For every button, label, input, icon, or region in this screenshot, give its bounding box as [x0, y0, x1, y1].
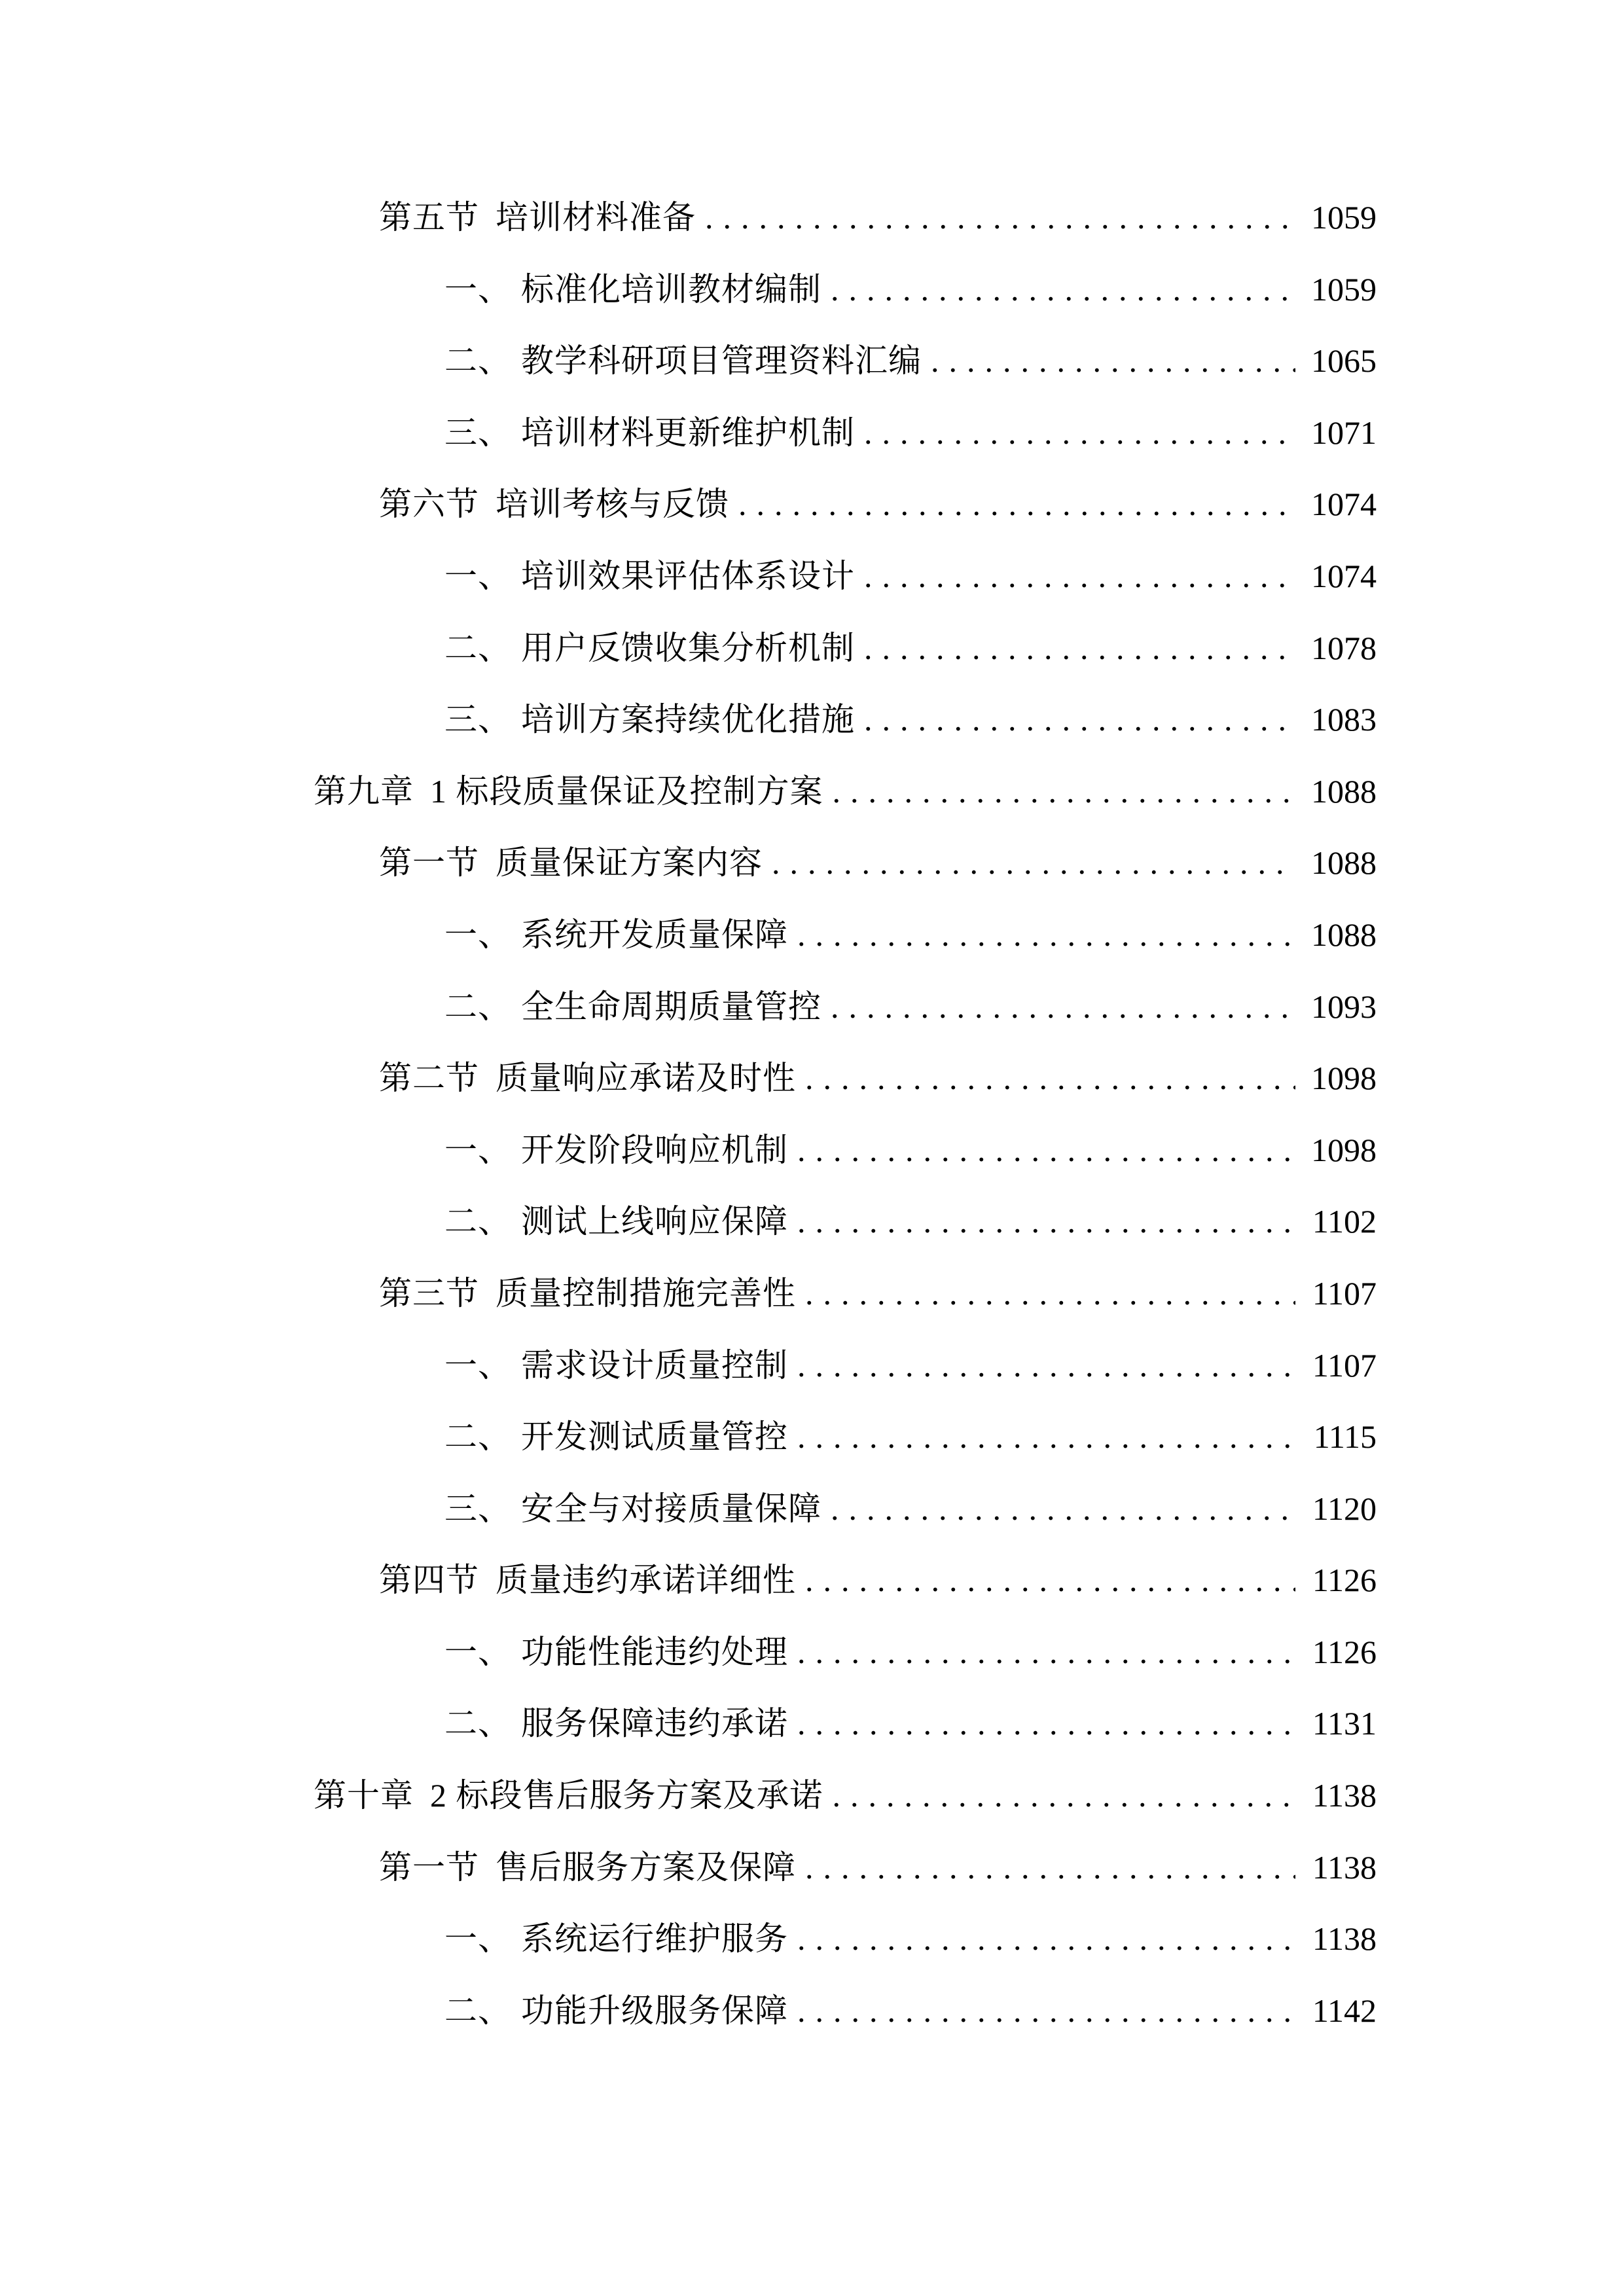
dot-leader-icon	[805, 1258, 1295, 1330]
toc-entry-item	[314, 1115, 1377, 1187]
toc-entry-page: 1059	[1311, 199, 1377, 236]
toc-entry-number: 一、	[444, 270, 511, 308]
toc-entry-number: 第九章	[314, 772, 414, 810]
toc-entry-number: 一、	[444, 916, 511, 953]
toc-entry-title: 需求设计质量控制	[521, 1346, 788, 1384]
dot-leader-icon	[864, 541, 1295, 613]
dot-leader-icon	[797, 1186, 1295, 1258]
toc-entry-number: 一、	[444, 557, 511, 594]
dot-leader-icon	[805, 1832, 1295, 1904]
toc-entry-item	[314, 541, 1377, 613]
toc-entry-chapter	[314, 756, 1377, 828]
toc-entry-title: 1 标段质量保证及控制方案	[430, 772, 823, 810]
toc-entry-section	[314, 1258, 1377, 1330]
dot-leader-icon	[797, 1617, 1295, 1689]
toc-entry-item	[314, 899, 1377, 971]
toc-entry-item	[314, 1330, 1377, 1402]
dot-leader-icon	[797, 1330, 1295, 1402]
toc-entry-page: 1059	[1311, 270, 1377, 308]
toc-entry-item	[314, 1688, 1377, 1760]
toc-entry-number: 一、	[444, 1346, 511, 1384]
toc-entry-item	[314, 1617, 1377, 1689]
toc-entry-page: 1126	[1312, 1633, 1377, 1670]
toc-entry-item	[314, 971, 1377, 1043]
toc-entry-section	[314, 182, 1377, 254]
toc-entry-section	[314, 469, 1377, 541]
toc-entry-number: 二、	[444, 629, 511, 666]
toc-entry-page: 1098	[1311, 1060, 1377, 1097]
toc-entry-page: 1083	[1311, 701, 1377, 738]
dot-leader-icon	[797, 1903, 1295, 1975]
toc-entry-number: 一、	[444, 1633, 511, 1670]
toc-entry-title: 系统开发质量保障	[521, 916, 788, 953]
toc-entry-title: 质量违约承诺详细性	[496, 1562, 796, 1599]
toc-entry-title: 培训材料更新维护机制	[521, 414, 855, 451]
dot-leader-icon	[833, 756, 1296, 828]
dot-leader-icon	[805, 1545, 1295, 1617]
dot-leader-icon	[705, 182, 1295, 254]
dot-leader-icon	[864, 613, 1295, 685]
toc-entry-item	[314, 1473, 1377, 1545]
toc-entry-number: 二、	[444, 988, 511, 1025]
toc-entry-section	[314, 1545, 1377, 1617]
toc-entry-item	[314, 397, 1377, 469]
dot-leader-icon	[864, 397, 1295, 469]
toc-entry-page: 1093	[1311, 988, 1377, 1025]
toc-entry-item	[314, 325, 1377, 397]
toc-entry-number: 三、	[444, 701, 511, 738]
toc-entry-page: 1138	[1312, 1848, 1377, 1886]
dot-leader-icon	[797, 899, 1295, 971]
toc-entry-page: 1131	[1312, 1705, 1377, 1742]
toc-entry-number: 第四节	[379, 1562, 479, 1599]
toc-entry-item	[314, 254, 1377, 326]
toc-entry-item	[314, 1186, 1377, 1258]
dot-leader-icon	[772, 827, 1295, 899]
toc-entry-number: 二、	[444, 342, 511, 380]
toc-entry-title: 培训方案持续优化措施	[521, 701, 855, 738]
toc-entry-title: 用户反馈收集分析机制	[521, 629, 855, 666]
toc-entry-title: 服务保障违约承诺	[521, 1705, 788, 1742]
toc-entry-page: 1088	[1311, 772, 1377, 810]
table-of-contents	[314, 182, 1377, 2047]
dot-leader-icon	[864, 684, 1295, 756]
toc-entry-title: 开发测试质量管控	[521, 1418, 788, 1456]
toc-entry-page: 1098	[1311, 1131, 1377, 1168]
toc-entry-number: 三、	[444, 414, 511, 451]
toc-entry-page: 1107	[1312, 1346, 1377, 1384]
toc-entry-item	[314, 613, 1377, 685]
toc-entry-title: 功能性能违约处理	[521, 1633, 788, 1670]
toc-entry-number: 二、	[444, 1418, 511, 1456]
toc-entry-number: 第一节	[379, 844, 479, 882]
toc-entry-number: 第六节	[379, 486, 479, 523]
toc-entry-number: 第三节	[379, 1274, 479, 1312]
dot-leader-icon	[931, 325, 1295, 397]
toc-entry-number: 二、	[444, 1705, 511, 1742]
toc-entry-page: 1138	[1312, 1777, 1377, 1814]
toc-entry-title: 质量保证方案内容	[496, 844, 763, 882]
toc-entry-title: 测试上线响应保障	[521, 1203, 788, 1240]
dot-leader-icon	[797, 1688, 1295, 1760]
dot-leader-icon	[831, 1473, 1295, 1545]
toc-entry-title: 系统运行维护服务	[521, 1920, 788, 1958]
toc-entry-item	[314, 1903, 1377, 1975]
dot-leader-icon	[797, 1975, 1295, 2047]
toc-entry-title: 标准化培训教材编制	[521, 270, 821, 308]
toc-entry-chapter	[314, 1760, 1377, 1832]
toc-entry-title: 全生命周期质量管控	[521, 988, 821, 1025]
dot-leader-icon	[833, 1760, 1296, 1832]
toc-entry-section	[314, 827, 1377, 899]
toc-entry-number: 第一节	[379, 1848, 479, 1886]
dot-leader-icon	[805, 1043, 1295, 1115]
toc-entry-page: 1074	[1311, 557, 1377, 594]
toc-entry-page: 1142	[1312, 1992, 1377, 2029]
dot-leader-icon	[797, 1115, 1295, 1187]
dot-leader-icon	[831, 254, 1295, 326]
toc-entry-page: 1078	[1311, 629, 1377, 666]
toc-entry-title: 培训材料准备	[496, 199, 696, 236]
dot-leader-icon	[797, 1401, 1295, 1473]
toc-entry-page: 1071	[1311, 414, 1377, 451]
toc-entry-title: 2 标段售后服务方案及承诺	[430, 1777, 823, 1814]
toc-entry-page: 1088	[1311, 844, 1377, 882]
toc-entry-section	[314, 1832, 1377, 1904]
toc-entry-title: 培训效果评估体系设计	[521, 557, 855, 594]
toc-entry-page: 1088	[1311, 916, 1377, 953]
toc-entry-number: 一、	[444, 1131, 511, 1168]
toc-entry-title: 质量控制措施完善性	[496, 1274, 796, 1312]
toc-entry-number: 第十章	[314, 1777, 414, 1814]
toc-entry-section	[314, 1043, 1377, 1115]
toc-entry-title: 售后服务方案及保障	[496, 1848, 796, 1886]
toc-entry-page: 1065	[1311, 342, 1377, 380]
toc-entry-page: 1120	[1312, 1490, 1377, 1527]
toc-entry-title: 开发阶段响应机制	[521, 1131, 788, 1168]
toc-entry-page: 1115	[1313, 1418, 1377, 1456]
toc-entry-title: 培训考核与反馈	[496, 486, 729, 523]
dot-leader-icon	[738, 469, 1295, 541]
toc-entry-title: 功能升级服务保障	[521, 1992, 788, 2029]
toc-entry-number: 一、	[444, 1920, 511, 1958]
toc-entry-item	[314, 1975, 1377, 2047]
toc-entry-number: 二、	[444, 1992, 511, 2029]
toc-entry-page: 1102	[1312, 1203, 1377, 1240]
toc-entry-title: 质量响应承诺及时性	[496, 1060, 796, 1097]
toc-entry-number: 二、	[444, 1203, 511, 1240]
toc-entry-number: 第二节	[379, 1060, 479, 1097]
toc-entry-number: 三、	[444, 1490, 511, 1527]
toc-entry-item	[314, 1401, 1377, 1473]
dot-leader-icon	[831, 971, 1295, 1043]
toc-entry-title: 教学科研项目管理资料汇编	[521, 342, 922, 380]
toc-entry-title: 安全与对接质量保障	[521, 1490, 821, 1527]
toc-entry-item	[314, 684, 1377, 756]
toc-entry-page: 1138	[1312, 1920, 1377, 1958]
toc-entry-number: 第五节	[379, 199, 479, 236]
toc-entry-page: 1074	[1311, 486, 1377, 523]
toc-entry-page: 1107	[1312, 1274, 1377, 1312]
toc-entry-page: 1126	[1312, 1562, 1377, 1599]
